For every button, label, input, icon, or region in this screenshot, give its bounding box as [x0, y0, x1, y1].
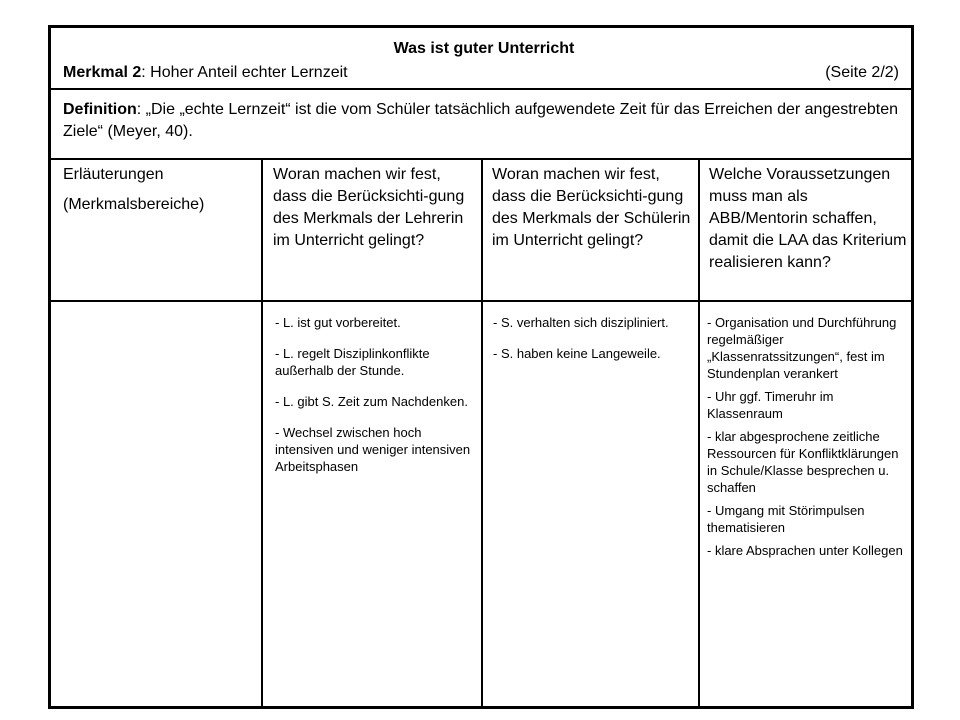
column-divider-1: [261, 158, 263, 706]
merkmal-label: Merkmal 2: [63, 64, 142, 81]
list-item: - L. ist gut vorbereitet.: [275, 315, 401, 330]
column-divider-2: [481, 158, 483, 706]
merkmal-text: : Hoher Anteil echter Lernzeit: [141, 64, 348, 81]
cell-voraussetzungen: [707, 314, 903, 559]
list-item: - L. regelt Disziplinkonflikte außerhalb der Stunde.: [275, 346, 430, 378]
list-item: - Wechsel zwischen hoch intensiven und weniger intensiven Arbeitsphasen: [275, 425, 471, 474]
column-header-schuelerin: Woran machen wir fest, dass die Berücksichti-gung des Merkmals der Schülerin im Unterricht gelingt?: [492, 166, 691, 249]
list-item: - Umgang mit Störimpulsen thematisieren: [707, 503, 865, 535]
list-item: - klare Absprachen unter Kollegen: [707, 543, 903, 558]
list-item: - Organisation und Durchführung regelmäßiger „Klassenratssitzungen“, fest im Stundenplan verankert: [707, 315, 897, 381]
column-header-erlaeuterungen: [63, 164, 253, 216]
merkmal-heading: [63, 64, 348, 82]
page-indicator: (Seite 2/2): [825, 64, 899, 81]
cell-lehrerin: [275, 314, 471, 475]
cell-schuelerin: [493, 314, 683, 362]
divider-header: [51, 88, 911, 90]
definition-text: [63, 99, 903, 143]
column-header-erlaeuterungen-title: Erläuterungen: [63, 166, 164, 183]
cell-erlaeuterungen: [51, 300, 261, 706]
list-item: - S. haben keine Langeweile.: [493, 346, 661, 361]
list-item: - Uhr ggf. Timeruhr im Klassenraum: [707, 389, 834, 421]
list-item: - S. verhalten sich diszipliniert.: [493, 315, 669, 330]
list-item: - L. gibt S. Zeit zum Nachdenken.: [275, 394, 468, 409]
column-header-lehrerin: Woran machen wir fest, dass die Berücksichti-gung des Merkmals der Lehrerin im Unterricht gelingt?: [273, 166, 465, 249]
column-header-voraussetzungen: Welche Voraussetzungen muss man als ABB/Mentorin schaffen, damit die LAA das Kriterium realisieren kann?: [709, 166, 907, 271]
definition-body: : „Die „echte Lernzeit“ ist die vom Schüler tatsächlich aufgewendete Zeit für das Erreichen der angestrebten Ziele“ (Meyer, 40).: [63, 101, 899, 140]
criteria-table: [48, 25, 914, 709]
column-header-erlaeuterungen-subtitle: (Merkmalsbereiche): [63, 196, 205, 213]
definition-label: Definition: [63, 101, 137, 118]
column-divider-3: [698, 158, 700, 706]
table-title: Was ist guter Unterricht: [393, 40, 575, 57]
list-item: - klar abgesprochene zeitliche Ressourcen für Konfliktklärungen in Schule/Klasse besprechen u. schaffen: [707, 429, 899, 495]
